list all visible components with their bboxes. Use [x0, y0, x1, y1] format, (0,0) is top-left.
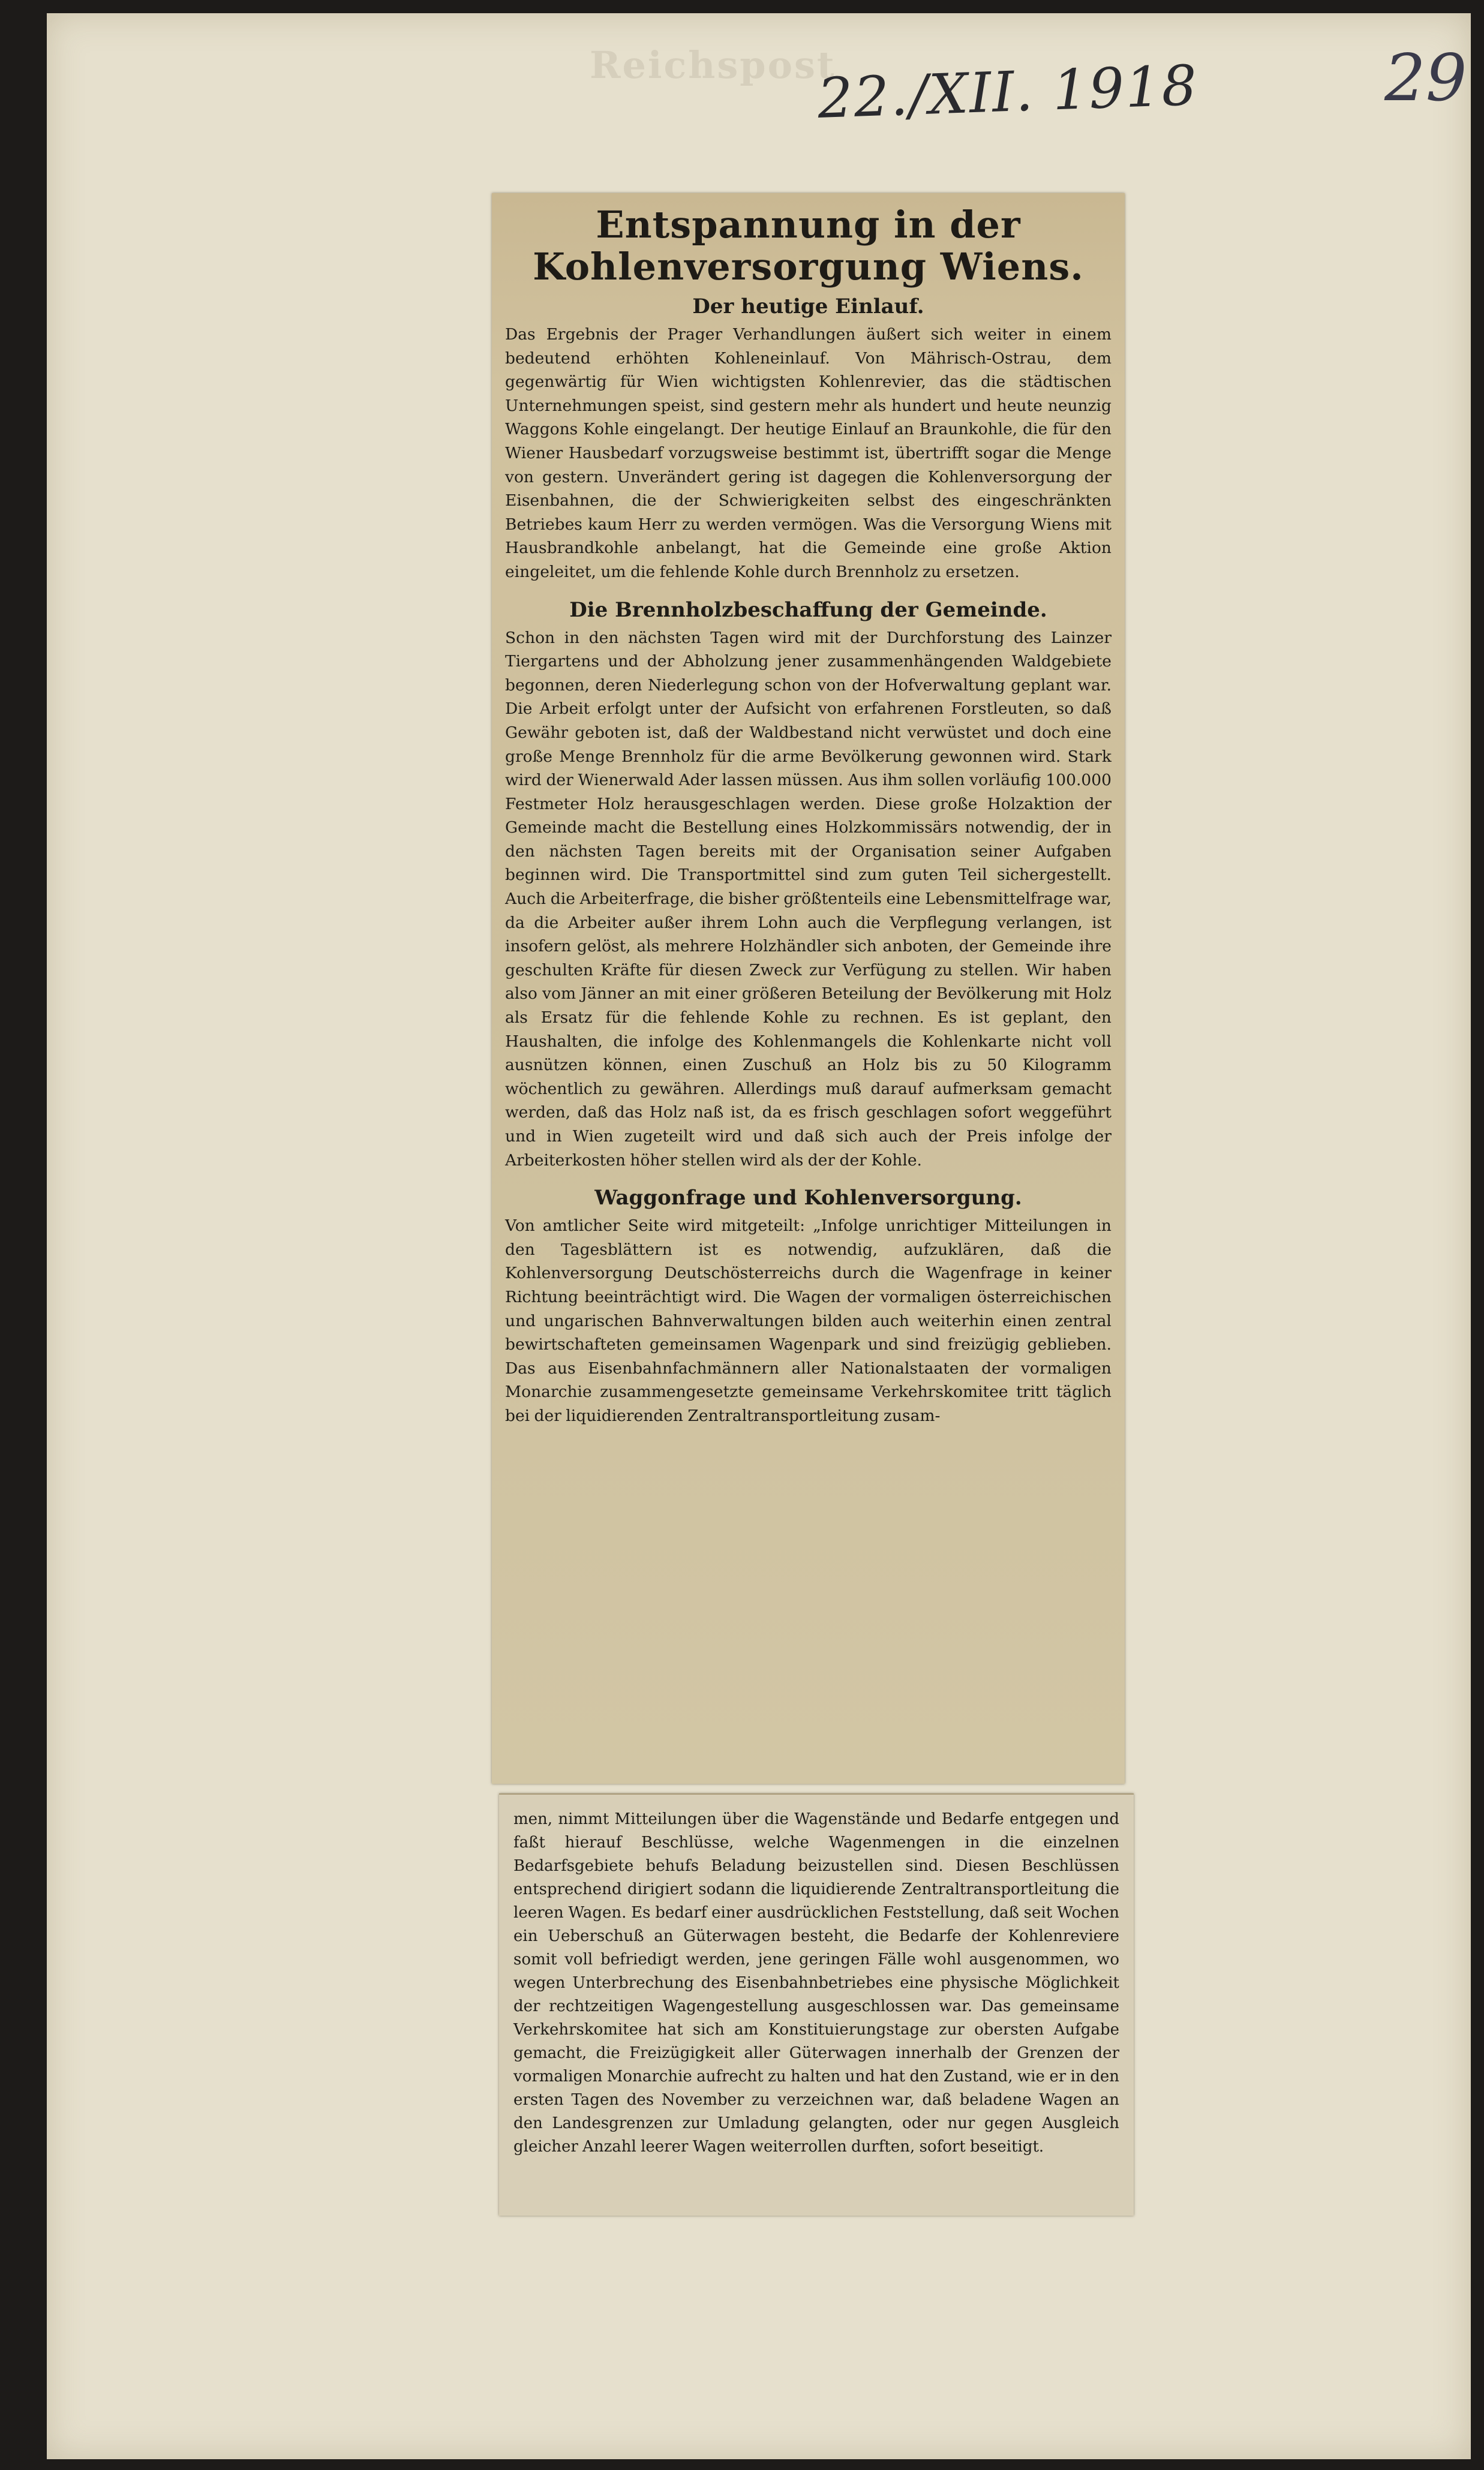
section-text-waggonfrage-continuation: men, nimmt Mitteilungen über die Wagenstände und Bedarfe entgegen und faßt hierauf Beschlüsse, welche Wagenmengen in die einzelnen Bedarfsgebiete behufs Beladung beizustellen sind. Diesen Beschlüssen entsprechend dirigiert sodann die liquidierende Zentraltransportleitung die leeren Wagen. Es bedarf einer ausdrücklichen Feststellung, daß seit Wochen ein Ueberschuß an Güterwagen besteht, die Bedarfe der Kohlenreviere somit voll befriedigt werden, jene geringen Fälle wohl ausgenommen, wo wegen Unterbrechung des Eisenbahnbetriebes eine physische Möglichkeit der rechtzeitigen Wagengestellung ausgeschlossen war. Das gemeinsame Verkehrskomitee hat sich am Konstituierungstage zur obersten Aufgabe gemacht, die Freizügigkeit aller Güterwagen innerhalb der Grenzen der vormaligen Monarchie aufrecht zu halten und hat den Zustand, wie er in den ersten Tagen des November zu verzeichnen war, daß beladene Wagen an den Landesgrenzen zur Umladung gelangten, oder nur gegen Ausgleich gleicher Anzahl leerer Wagen weiterrollen durften, sofort beseitigt.: [513, 1810, 1119, 2156]
section-text-brennholz: Schon in den nächsten Tagen wird mit der Durchforstung des Lainzer Tiergartens und der Abholzung jener zusammenhängenden Waldgebiete begonnen, deren Niederlegung schon von der Hofverwaltung geplant war. Die Arbeit erfolgt unter der Aufsicht von erfahrenen Forstleuten, so daß Gewähr geboten ist, daß der Waldbestand nicht verwüstet und doch eine große Menge Brennholz für die arme Bevölkerung gewonnen wird. Stark wird der Wienerwald Ader lassen müssen. Aus ihm sollen vorläufig 100.000 Festmeter Holz herausgeschlagen werden. Diese große Holzaktion der Gemeinde macht die Bestellung eines Holzkommissärs notwendig, der in den nächsten Tagen bereits mit der Organisation seiner Aufgaben beginnen wird. Die Transportmittel sind zum guten Teil sichergestellt. Auch die Arbeiterfrage, die bisher größtenteils eine Lebensmittelfrage war, da die Arbeiter außer ihrem Lohn auch die Verpflegung verlangen, ist insofern gelöst, als mehrere Holzhändler sich anboten, der Gemeinde ihre geschulten Kräfte für diesen Zweck zur Verfügung zu stellen. Wir haben also vom Jänner an mit einer größeren Beteilung der Bevölkerung mit Holz als Ersatz für die fehlende Kohle zu rechnen. Es ist geplant, den Haushalten, die infolge des Kohlenmangels die Kohlenkarte nicht voll ausnützen können, einen Zuschuß an Holz bis zu 50 Kilogramm wöchentlich zu gewähren. Allerdings muß darauf aufmerksam gemacht werden, daß das Holz naß ist, da es frisch geschlagen sofort weggeführt und in Wien zugeteilt wird und daß sich auch der Preis infolge der Arbeiterkosten höher stellen wird als der der Kohle.: [505, 628, 1112, 1170]
article-headline: Entspannung in der Kohlenversorgung Wiens.: [533, 203, 1084, 289]
section-heading-brennholz: Die Brennholzbeschaffung der Gemeinde.: [569, 597, 1047, 622]
handwritten-page-number: 29: [1384, 41, 1467, 116]
faint-stamp: Reichspost: [590, 43, 836, 87]
section-text-einlauf: Das Ergebnis der Prager Verhandlungen äußert sich weiter in einem bedeutend erhöhten Kohleneinlauf. Von Mährisch-Ostrau, dem gegenwärtig für Wien wichtigsten Kohlenrevier, das die städtischen Unternehmungen speist, sind gestern mehr als hundert und heute neunzig Waggons Kohle eingelangt. Der heutige Einlauf an Braunkohle, die für den Wiener Hausbedarf vorzugsweise bestimmt ist, übertrifft sogar die Menge von gestern. Unverändert gering ist dagegen die Kohlenversorgung der Eisenbahnen, die der Schwierigkeiten selbst des eingeschränkten Betriebes kaum Herr zu werden vermögen. Was die Versorgung Wiens mit Hausbrandkohle anbelangt, hat die Gemeinde eine große Aktion eingeleitet, um die fehlende Kohle durch Brennholz zu ersetzen.: [505, 325, 1112, 581]
section-heading-waggonfrage: Waggonfrage und Kohlenversorgung.: [594, 1186, 1022, 1210]
section-text-waggonfrage: Von amtlicher Seite wird mitgeteilt: „Infolge unrichtiger Mitteilungen in den Tagesblättern ist es notwendig, aufzuklären, daß die Kohlenversorgung Deutschösterreichs durch die Wagenfrage in keiner Richtung beeinträchtigt wird. Die Wagen der vormaligen österreichischen und ungarischen Bahnverwaltungen bilden auch weiterhin einen zentral bewirtschafteten gemeinsamen Wagenpark und sind freizügig geblieben. Das aus Eisenbahnfachmännern aller Nationalstaaten der vormaligen Monarchie zusammengesetzte gemeinsame Verkehrskomitee tritt täglich bei der liquidierenden Zentraltransportleitung zusam-: [505, 1216, 1112, 1425]
section-heading-einlauf: Der heutige Einlauf.: [692, 295, 924, 318]
newspaper-clipping-main: [492, 193, 1125, 1784]
handwritten-date: 22./XII. 1918: [816, 53, 1199, 131]
newspaper-clipping-continuation: [499, 1793, 1134, 2216]
